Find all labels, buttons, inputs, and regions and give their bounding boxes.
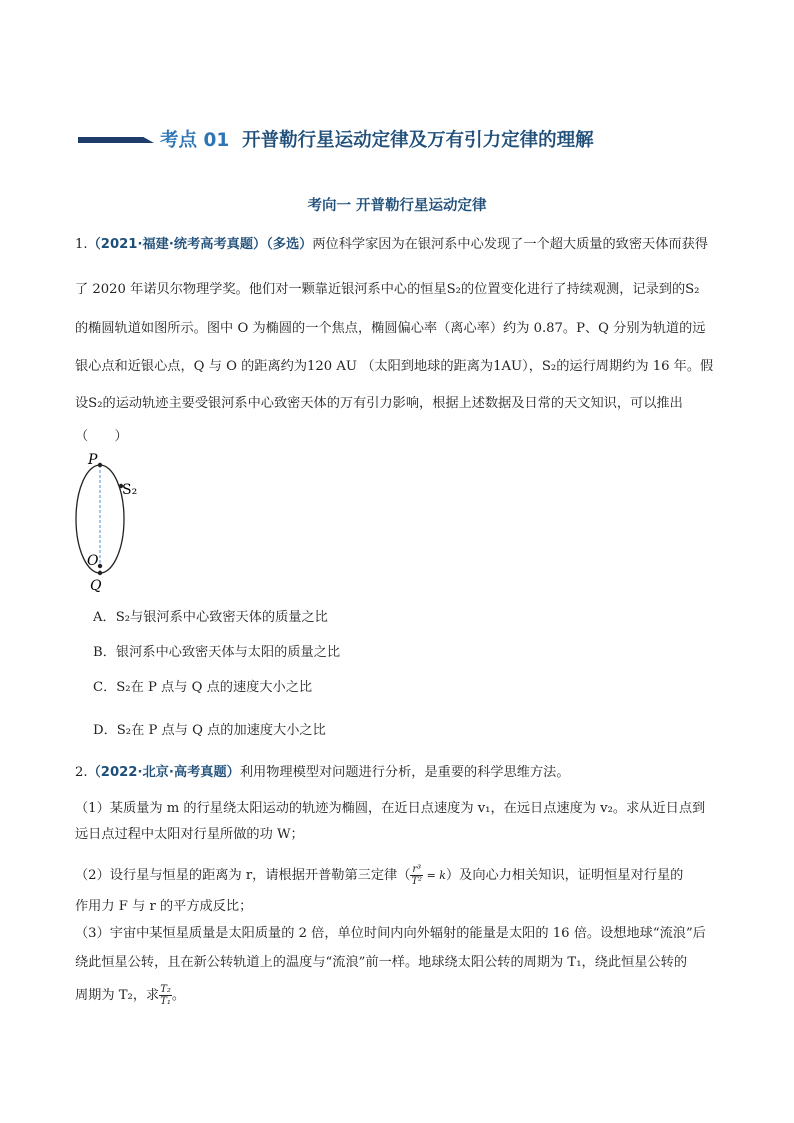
- point-q: [98, 571, 102, 575]
- orbit-figure: [62, 448, 152, 596]
- q2-number: 2.: [75, 765, 88, 780]
- kepler-equals: = k: [423, 869, 446, 882]
- q1-source: （2021·福建·统考高考真题）（多选）: [87, 237, 313, 252]
- kepler-denominator: T²: [411, 876, 423, 887]
- period-denominator: T₁: [160, 996, 171, 1007]
- period-fraction: [159, 984, 172, 1007]
- q1-line-5: 设S₂的运动轨迹主要受银河系中心致密天体的万有引力影响，根据上述数据及日常的天文知识，可以推出: [75, 396, 683, 411]
- q2-part2-line-2: 作用力 F 与 r 的平方成反比；: [75, 899, 253, 914]
- q2-part1-line-2: 远日点过程中太阳对行星所做的功 W；: [75, 827, 304, 842]
- q1-line-4: 银心点和近银心点，Q 与 O 的距离约为120 AU （太阳到地球的距离为1AU），S₂的运行周期约为 16 年。假: [75, 359, 714, 374]
- q2-part3-line-3: [75, 984, 185, 1007]
- heading-bar-decoration: [78, 137, 154, 143]
- q2-part3-line-2: 绕此恒星公转，且在新公转轨道上的温度与“流浪”前一样。地球绕太阳公转的周期为 T₁，绕此恒星公转的: [75, 955, 688, 970]
- q2-source: （2022·北京·高考真题）: [87, 765, 240, 780]
- label-p: P: [88, 452, 98, 468]
- q1-option-a: A．S₂与银河系中心致密天体的质量之比: [93, 610, 328, 625]
- q2-part2-line-1: [75, 864, 683, 887]
- section-heading: [78, 126, 594, 152]
- q2-part3-line-1: （3）宇宙中某恒星质量是太阳质量的 2 倍，单位时间内向外辐射的能量是太阳的 16 倍。设想地球“流浪”后: [75, 926, 706, 941]
- section-title: 开普勒行星运动定律及万有引力定律的理解: [242, 130, 594, 151]
- q2-part2-text-pre: （2）设行星与恒星的距离为 r，请根据开普勒第三定律（: [75, 868, 411, 883]
- q1-option-d: D．S₂在 P 点与 Q 点的加速度大小之比: [93, 723, 326, 738]
- point-p: [98, 463, 102, 467]
- label-s2: S₂: [122, 482, 138, 498]
- q2-part2-text-post: ）及向心力相关知识，证明恒星对行星的: [445, 868, 684, 883]
- q1-line-1: [75, 236, 708, 254]
- q2-part3-text-pre: 周期为 T₂，求: [75, 988, 160, 1003]
- q1-number: 1.: [75, 237, 88, 252]
- label-q: Q: [90, 578, 102, 594]
- kepler-numerator: r³: [412, 864, 422, 875]
- period-numerator: T₂: [160, 984, 171, 995]
- subsection-title: 考向一 开普勒行星运动定律: [307, 198, 487, 214]
- q2-intro: 利用物理模型对问题进行分析，是重要的科学思维方法。: [239, 765, 570, 780]
- q2-part3-text-post: 。: [171, 988, 186, 1003]
- section-code: 考点 01: [160, 130, 230, 151]
- q1-option-b: B．银河系中心致密天体与太阳的质量之比: [93, 645, 341, 660]
- q1-option-c: C．S₂在 P 点与 Q 点的速度大小之比: [93, 680, 313, 695]
- q1-text-1: 两位科学家因为在银河系中心发现了一个超大质量的致密天体而获得: [312, 237, 708, 252]
- q1-line-3: 的椭圆轨道如图所示。图中 O 为椭圆的一个焦点，椭圆偏心率（离心率）约为 0.87。P、Q 分别为轨道的远: [75, 321, 706, 336]
- q1-line-2: 了 2020 年诺贝尔物理学奖。他们对一颗靠近银河系中心的恒星S₂的位置变化进行了持续观测，记录到的S₂: [75, 282, 700, 297]
- kepler-fraction: [410, 864, 423, 887]
- label-o: O: [87, 553, 99, 569]
- q2-line-1: [75, 764, 570, 782]
- q1-line-6: （ ）: [75, 429, 128, 444]
- q2-part1-line-1: （1）某质量为 m 的行星绕太阳运动的轨迹为椭圆，在近日点速度为 v₁，在远日点速度为 v₂。求从近日点到: [75, 801, 706, 816]
